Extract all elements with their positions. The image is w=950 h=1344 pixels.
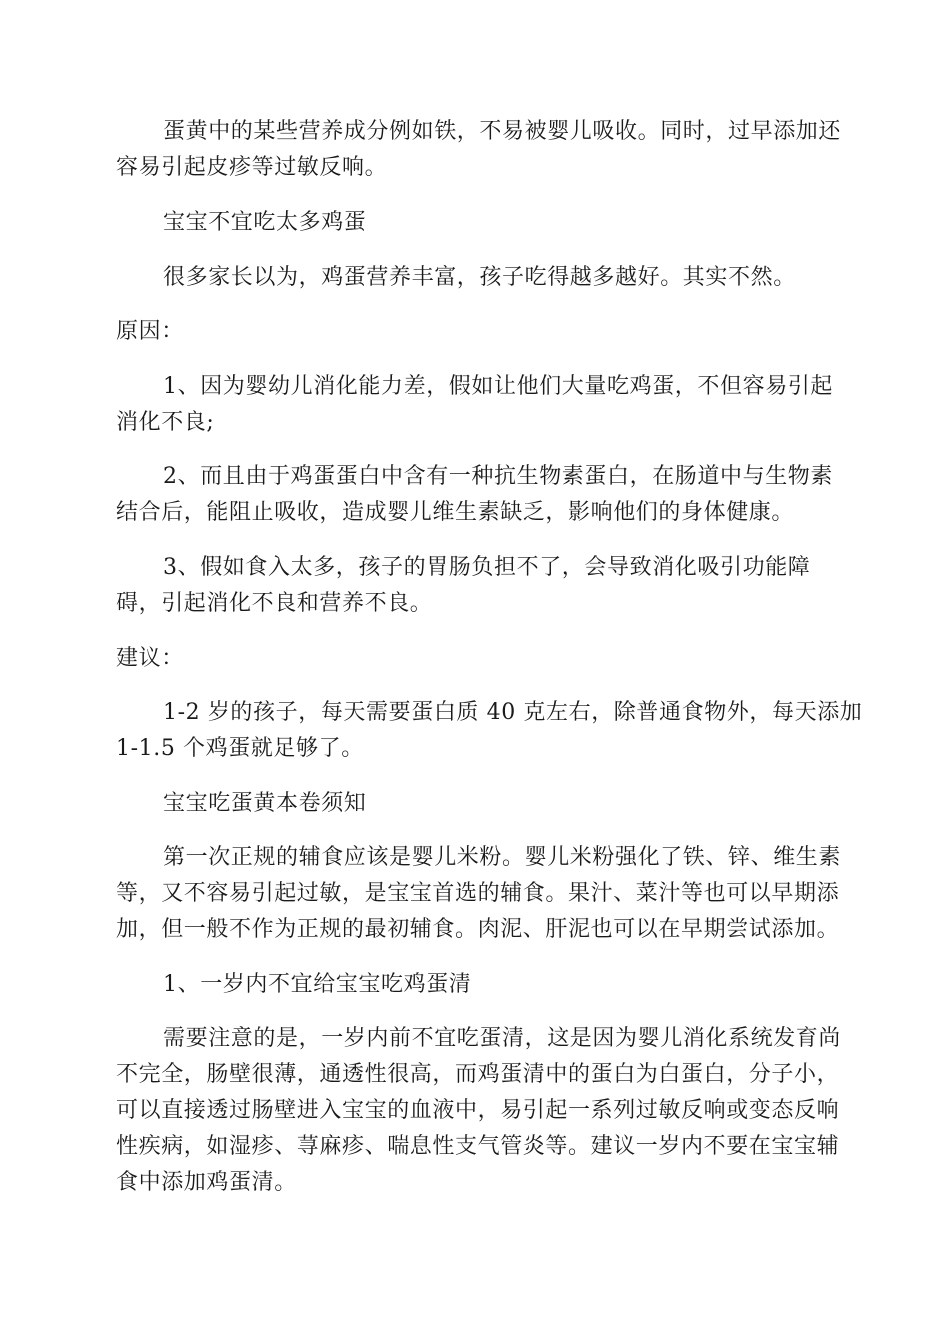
section-heading: 1、一岁内不宜给宝宝吃鸡蛋清 — [163, 972, 472, 997]
list-item-line: 结合后，能阻止吸收，造成婴儿维生素缺乏，影响他们的身体健康。 — [116, 500, 795, 525]
list-item-line: 2、而且由于鸡蛋蛋白中含有一种抗生物素蛋白，在肠道中与生物素 — [163, 464, 833, 489]
body-text-line: 食中添加鸡蛋清。 — [116, 1170, 297, 1195]
body-text-line: 1-1.5 个鸡蛋就足够了。 — [116, 736, 364, 761]
list-item-line: 消化不良; — [116, 410, 215, 435]
body-text-line: 1-2 岁的孩子，每天需要蛋白质 40 克左右，除普通食物外，每天添加 — [163, 700, 863, 725]
body-text-line: 不完全，肠壁很薄，通透性很高，而鸡蛋清中的蛋白为白蛋白，分子小， — [116, 1062, 840, 1087]
list-item-line: 碍，引起消化不良和营养不良。 — [116, 591, 433, 616]
body-text-line: 容易引起皮疹等过敏反响。 — [116, 155, 388, 180]
label-text: 建议： — [116, 646, 184, 671]
body-text-line: 加，但一般不作为正规的最初辅食。肉泥、肝泥也可以在早期尝试添加。 — [116, 917, 840, 942]
body-text-line: 性疾病，如湿疹、荨麻疹、喘息性支气管炎等。建议一岁内不要在宝宝辅 — [116, 1134, 840, 1159]
body-text-line: 蛋黄中的某些营养成分例如铁，不易被婴儿吸收。同时，过早添加还 — [163, 119, 842, 144]
body-text-line: 第一次正规的辅食应该是婴儿米粉。婴儿米粉强化了铁、锌、维生素 — [163, 845, 842, 870]
section-heading: 宝宝吃蛋黄本卷须知 — [163, 791, 367, 816]
body-text-line: 可以直接透过肠壁进入宝宝的血液中，易引起一系列过敏反响或变态反响 — [116, 1098, 840, 1123]
body-text-line: 很多家长以为，鸡蛋营养丰富，孩子吃得越多越好。其实不然。 — [163, 265, 796, 290]
label-text: 原因： — [116, 319, 184, 344]
body-text-line: 需要注意的是，一岁内前不宜吃蛋清，这是因为婴儿消化系统发育尚 — [163, 1026, 842, 1051]
list-item-line: 1、因为婴幼儿消化能力差，假如让他们大量吃鸡蛋，不但容易引起 — [163, 374, 833, 399]
body-text-line: 等，又不容易引起过敏，是宝宝首选的辅食。果汁、菜汁等也可以早期添 — [116, 881, 840, 906]
list-item-line: 3、假如食入太多，孩子的胃肠负担不了，会导致消化吸引功能障 — [163, 555, 811, 580]
section-heading: 宝宝不宜吃太多鸡蛋 — [163, 210, 367, 235]
